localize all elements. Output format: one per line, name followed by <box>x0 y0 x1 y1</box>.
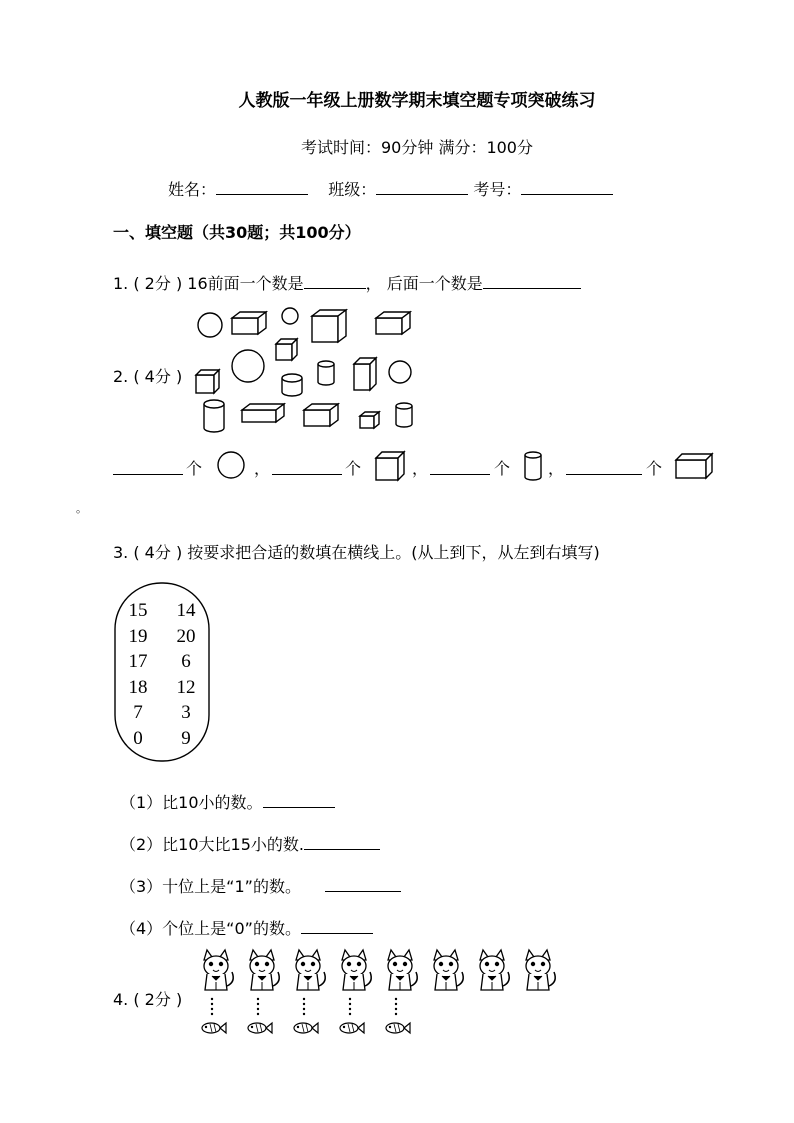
fish-icon <box>340 1023 364 1033</box>
cylinder-icon <box>282 374 302 396</box>
q1-blank-before[interactable] <box>304 287 366 289</box>
q2-unit-label: 个 <box>186 459 203 478</box>
oval-number: 14 <box>176 600 196 621</box>
q2-blank-cylinder[interactable] <box>430 474 490 475</box>
q1-text-a: 1. ( 2分 ) 16前面一个数是 <box>113 274 304 293</box>
cylinder-icon <box>396 403 412 427</box>
cat-icon <box>526 950 555 990</box>
q2-comma: ， <box>548 459 565 478</box>
cube-icon <box>374 450 406 482</box>
oval-number: 19 <box>128 625 148 647</box>
cylinder-icon <box>522 450 544 482</box>
q3-sub-1 <box>120 790 335 813</box>
question-1 <box>113 271 581 294</box>
cat-icon <box>204 950 233 990</box>
q4-cats-fish-figure <box>192 946 552 1046</box>
name-label: 姓名： <box>168 180 217 199</box>
q2-comma: ， <box>254 459 271 478</box>
sphere-icon <box>198 313 222 337</box>
cylinder-icon <box>318 361 334 385</box>
q2-blank-cuboid[interactable] <box>566 474 642 475</box>
oval-number: 3 <box>181 702 191 723</box>
oval-number: 15 <box>128 600 148 621</box>
q4-label: 4. ( 2分 ) <box>113 990 183 1009</box>
oval-number: 20 <box>176 625 196 647</box>
q2-unit-label: 个 <box>345 459 362 478</box>
q3-instruction: 3. ( 4分 ) 按要求把合适的数填在横线上。(从上到下，从左到右填写) <box>113 543 600 562</box>
cat-icon <box>296 950 325 990</box>
cylinder-icon <box>204 400 224 432</box>
oval-number: 9 <box>181 727 191 749</box>
cube-icon <box>196 370 219 393</box>
q2-comma: ， <box>412 459 429 478</box>
oval-number: 17 <box>128 651 148 672</box>
cuboid-icon <box>376 312 410 334</box>
number-label: 考号： <box>473 180 522 199</box>
q1-text-b: ， 后面一个数是 <box>365 274 483 293</box>
fish-icon <box>386 1023 410 1033</box>
oval-number: 0 <box>133 727 143 749</box>
q3-sub-3-text: （3）十位上是“1”的数。 <box>120 877 301 896</box>
q2-period: 。 <box>76 502 87 515</box>
q1-blank-after[interactable] <box>483 287 581 289</box>
q3-blank-3[interactable] <box>325 890 401 892</box>
cube-icon <box>276 339 297 360</box>
q3-sub-2 <box>120 832 380 855</box>
cube-icon <box>360 412 379 428</box>
cuboid-icon <box>674 452 714 480</box>
cat-icon <box>434 950 463 990</box>
page-title: 人教版一年级上册数学期末填空题专项突破练习 <box>238 91 596 111</box>
cuboid-icon <box>232 312 266 334</box>
sphere-icon <box>389 361 411 383</box>
cat-icon <box>342 950 371 990</box>
student-info-row <box>168 177 613 200</box>
q2-blank-sphere[interactable] <box>113 474 183 475</box>
cat-icon <box>250 950 279 990</box>
q3-sub-1-text: （1）比10小的数。 <box>120 793 263 812</box>
oval-number: 18 <box>128 676 148 698</box>
q3-sub-2-text: （2）比10大比15小的数. <box>120 835 304 854</box>
dotted-line <box>303 998 305 1015</box>
dotted-line <box>257 998 259 1015</box>
q3-sub-4-text: （4）个位上是“0”的数。 <box>120 919 301 938</box>
name-field[interactable] <box>216 193 308 195</box>
cuboid-icon <box>354 358 376 390</box>
oval-number: 7 <box>133 702 143 723</box>
q2-unit-label: 个 <box>646 459 663 478</box>
cuboid-icon <box>242 404 284 422</box>
sphere-icon <box>282 308 298 324</box>
q2-unit-label: 个 <box>494 459 511 478</box>
class-field[interactable] <box>376 193 468 195</box>
dotted-line <box>211 998 213 1015</box>
q3-blank-2[interactable] <box>304 848 380 850</box>
number-field[interactable] <box>521 193 613 195</box>
q3-blank-1[interactable] <box>263 806 335 808</box>
q2-blank-cube[interactable] <box>272 474 342 475</box>
q3-blank-4[interactable] <box>301 932 373 934</box>
q3-sub-4 <box>120 916 373 939</box>
fish-icon <box>202 1023 226 1033</box>
cat-icon <box>480 950 509 990</box>
q2-label: 2. ( 4分 ) <box>113 367 183 386</box>
oval-number: 12 <box>176 676 196 698</box>
cube-icon <box>312 310 346 342</box>
fish-icon <box>294 1023 318 1033</box>
dotted-line <box>395 998 397 1015</box>
class-label: 班级： <box>328 180 377 199</box>
cuboid-icon <box>304 404 338 426</box>
fish-icon <box>248 1023 272 1033</box>
section-heading: 一、填空题（共30题；共100分） <box>113 223 361 242</box>
q3-sub-3 <box>120 874 401 897</box>
sphere-icon <box>232 350 264 382</box>
dotted-line <box>349 998 351 1015</box>
q2-shapes-figure <box>190 300 430 440</box>
oval-number: 6 <box>181 651 191 672</box>
sphere-icon <box>216 450 246 480</box>
exam-info: 考试时间：90分钟 满分：100分 <box>301 138 533 157</box>
cat-icon <box>388 950 417 990</box>
